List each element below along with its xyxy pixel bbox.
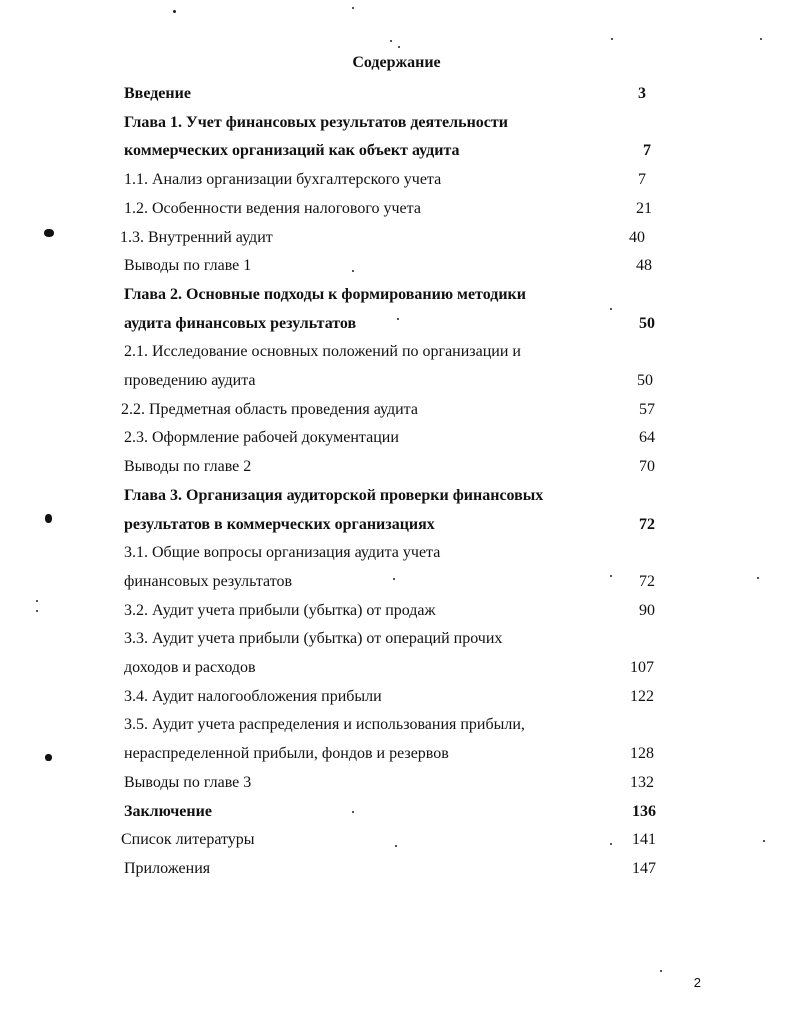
scan-speck [393,578,395,580]
toc-entry-title: финансовых результатов [124,573,293,590]
toc-entry-title: Заключение [124,803,212,820]
toc-entry-page: 57 [639,401,655,418]
scan-speck [36,600,38,602]
toc-entry-title: результатов в коммерческих организациях [124,516,435,533]
toc-entry-title: 1.2. Особенности ведения налогового учета [124,200,421,217]
toc-entry-page: 122 [630,688,654,705]
toc-entry-page: 72 [639,573,655,590]
toc-entry-title: нераспределенной прибыли, фондов и резервов [124,745,449,762]
toc-entry-title: 1.3. Внутренний аудит [120,229,273,246]
toc-entry-title: проведению аудита [124,372,256,389]
toc-entry-title: Выводы по главе 3 [124,774,252,791]
scan-speck [352,270,354,272]
toc-entry-page: 128 [630,745,654,762]
scan-speck [398,46,400,48]
toc-entry-title: 2.1. Исследование основных положений по организации и [124,343,521,360]
scan-speck [173,10,176,13]
toc-entry-page: 107 [630,659,654,676]
scan-speck [660,970,662,972]
scan-blot [44,229,54,237]
toc-entry-page: 21 [636,200,652,217]
toc-entry-title: 3.1. Общие вопросы организация аудита учета [124,544,441,561]
scan-speck [760,38,762,40]
toc-entry-page: 7 [638,171,646,188]
toc-entry-title: Приложения [124,860,211,877]
toc-entry-page [625,284,665,306]
toc-entry-page [627,112,667,134]
scan-speck [352,7,354,9]
scan-speck [611,38,613,40]
toc-entry-title: коммерческих организаций как объект аудита [124,142,460,159]
toc-entry-title: Глава 1. Учет финансовых результатов деятельности [124,114,508,131]
page-number: 2 [693,975,701,990]
toc-entry-title: Выводы по главе 1 [124,257,252,274]
toc-entry-page: 64 [639,429,655,446]
toc-entry-page: 40 [629,229,645,246]
toc-entry-title: доходов и расходов [124,659,256,676]
scan-speck [610,575,612,577]
toc-entry-page: 90 [639,602,655,619]
scan-blot [45,754,52,761]
scan-speck [36,610,38,612]
toc-entry-page: 147 [632,860,656,877]
toc-entry-title: 2.2. Предметная область проведения аудита [121,401,418,418]
toc-entry-page: 141 [632,831,656,848]
toc-entry-page: 50 [637,372,653,389]
toc-entry-title: Выводы по главе 2 [124,458,252,475]
scan-speck [610,308,612,310]
toc-entry-title: 3.3. Аудит учета прибыли (убытка) от операций прочих [124,630,503,647]
toc-entry-page [622,714,662,736]
toc-entry-page [627,542,667,564]
toc-entry-title: Введение [124,85,191,102]
toc-entry-page [627,485,667,507]
toc-entry-title: 3.2. Аудит учета прибыли (убытка) от продаж [124,602,436,619]
scan-speck [757,577,759,579]
scan-speck [352,811,354,813]
toc-entry-title: 3.5. Аудит учета распределения и использования прибыли, [124,716,525,733]
toc-entry-title: 1.1. Анализ организации бухгалтерского учета [124,171,442,188]
scan-speck [397,318,399,320]
scan-speck [390,40,392,42]
toc-entry-title: Глава 2. Основные подходы к формированию методики [124,286,526,303]
toc-entry-page: 48 [636,257,652,274]
toc-entry-page: 132 [630,774,654,791]
scan-speck [395,845,397,847]
toc-entry-page: 7 [643,142,651,159]
toc-entry-title: Список литературы [121,831,255,848]
toc-entry-page: 70 [639,458,655,475]
toc-entry-title: 3.4. Аудит налогообложения прибыли [124,688,382,705]
page-title: Содержание [352,54,441,71]
toc-entry-page: 3 [638,85,646,102]
scan-speck [610,843,612,845]
toc-entry-page [627,628,667,650]
toc-entry-page [625,341,665,363]
toc-entry-title: 2.3. Оформление рабочей документации [124,429,399,446]
toc-entry-page: 50 [639,315,655,332]
toc-entry-page: 136 [632,803,656,820]
toc-entry-title: аудита финансовых результатов [124,315,357,332]
toc-entry-title: Глава 3. Организация аудиторской проверки финансовых [124,487,544,504]
toc-entry-page: 72 [639,516,655,533]
scan-blot [45,514,52,523]
scan-speck [763,840,765,842]
